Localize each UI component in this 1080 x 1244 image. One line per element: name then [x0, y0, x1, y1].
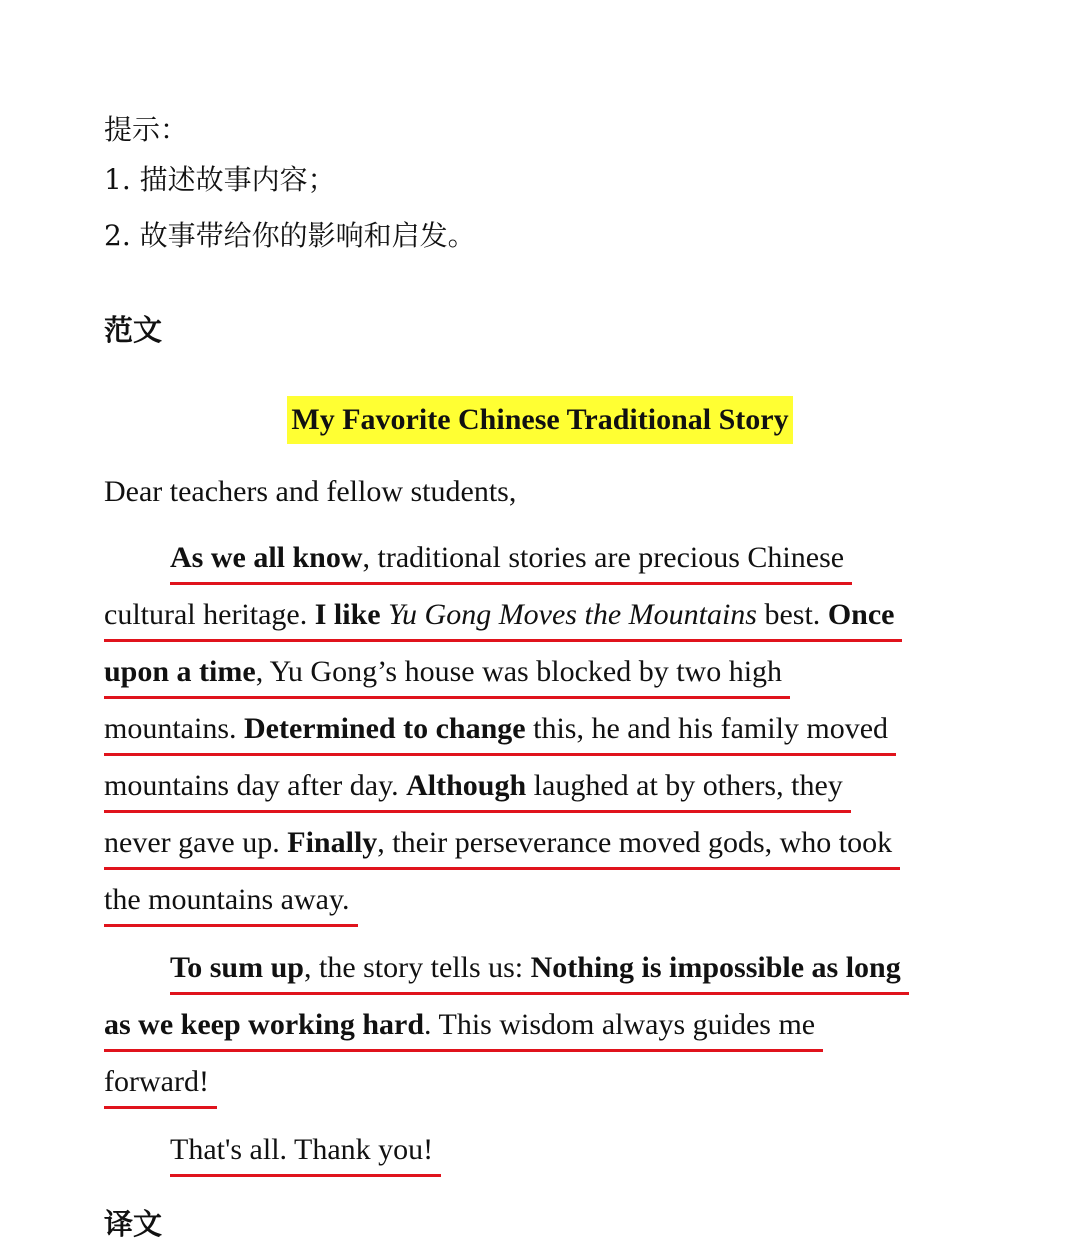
- essay-title-text: My Favorite Chinese Traditional Story: [287, 396, 792, 444]
- p1-line-1: [104, 534, 984, 591]
- p1-line-4-text-a: mountains.: [104, 712, 244, 745]
- phrase-nothing-is-impossible: Nothing is impossible as long: [530, 951, 901, 984]
- essay-body: [104, 468, 984, 1183]
- model-essay-label: 范文: [104, 313, 163, 347]
- p1-line-6-text-a: never gave up.: [104, 826, 288, 859]
- p1-line-6: [104, 819, 984, 876]
- p2-line-3-text: forward!: [104, 1058, 217, 1109]
- p2-line-3: [104, 1058, 984, 1115]
- p1-line-6-text-b: , their perseverance moved gods, who took: [377, 826, 893, 859]
- p1-line-4: [104, 705, 984, 762]
- phrase-i-like: I like: [314, 598, 381, 631]
- p1-line-5-text-b: laughed at by others, they: [526, 769, 843, 802]
- p1-line-4-text-b: this, he and his family moved: [525, 712, 889, 745]
- p1-line-5-text-a: mountains day after day.: [104, 769, 407, 802]
- p2-line-1: [104, 944, 984, 1001]
- phrase-determined-to-change: Determined to change: [244, 712, 526, 745]
- p1-line-7: [104, 876, 984, 933]
- p1-line-2-text-b: best.: [756, 598, 828, 631]
- closing-text: That's all. Thank you!: [170, 1126, 441, 1177]
- p1-line-2-text-a: cultural heritage.: [104, 598, 315, 631]
- p1-line-7-text: the mountains away.: [104, 876, 358, 927]
- hint-item-2: 2. 故事带给你的影响和启发。: [104, 219, 476, 252]
- hint-item-1: 1. 描述故事内容；: [104, 163, 336, 196]
- hint-title: 提示：: [104, 113, 189, 146]
- p2-line-2-text: . This wisdom always guides me: [424, 1008, 816, 1041]
- phrase-upon-a-time: upon a time: [104, 655, 256, 688]
- phrase-finally: Finally: [287, 826, 378, 859]
- p1-line-3-text: , Yu Gong’s house was blocked by two high: [255, 655, 783, 688]
- phrase-keep-working-hard: as we keep working hard: [104, 1008, 425, 1041]
- hint-block: [104, 108, 476, 264]
- p1-line-1-text: , traditional stories are precious Chinese: [362, 541, 845, 574]
- translation-label: 译文: [104, 1207, 163, 1241]
- p1-line-3: [104, 648, 984, 705]
- p1-line-5: [104, 762, 984, 819]
- phrase-once: Once: [827, 598, 895, 631]
- phrase-as-we-all-know: As we all know: [170, 541, 363, 574]
- essay-title: [0, 396, 1080, 444]
- story-name: Yu Gong Moves the Mountains: [380, 598, 757, 631]
- p2-line-1-text: , the story tells us:: [303, 951, 531, 984]
- phrase-although: Although: [406, 769, 527, 802]
- phrase-to-sum-up: To sum up: [170, 951, 304, 984]
- p2-line-2: [104, 1001, 984, 1058]
- closing-line: [104, 1126, 984, 1183]
- p1-line-2: [104, 591, 984, 648]
- salutation: Dear teachers and fellow students,: [104, 475, 517, 508]
